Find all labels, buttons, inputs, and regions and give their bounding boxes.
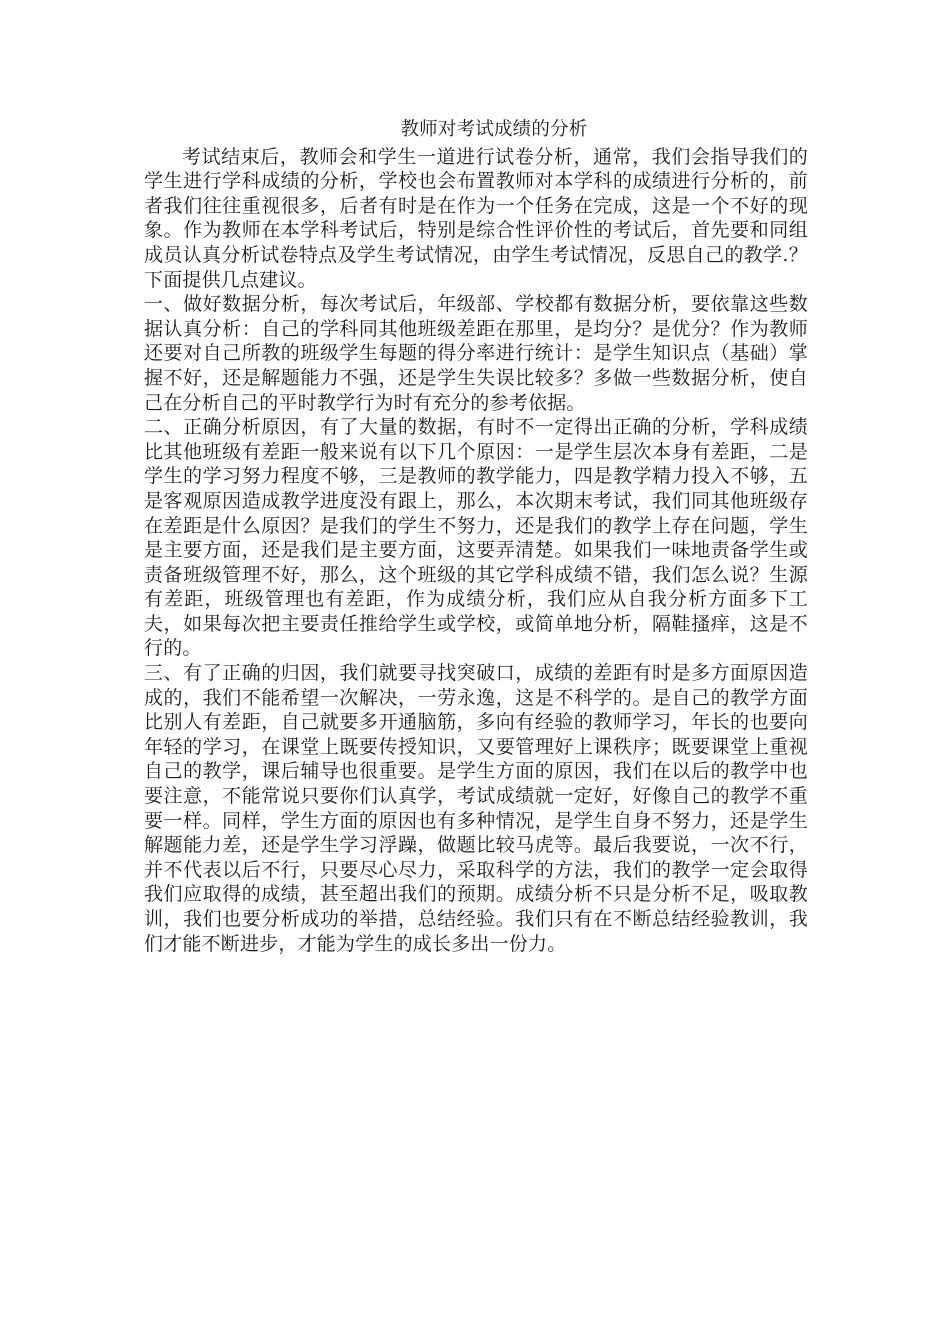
document-title: 教师对考试成绩的分析 (400, 119, 588, 140)
document-body (144, 118, 808, 956)
paragraph-point-two: 二、正确分析原因，有了大量的数据，有时不一定得出正确的分析，学科成绩比其他班级有差距一般来说有以下几个原因：一是学生层次本身有差距，二是学生的学习努力程度不够，三是教师的教学能力，四是教学精力投入不够，五是客观原因造成教学进度没有跟上，那么，本次期末考试，我们同其他班级存在差距是什么原因？是我们的学生不努力，还是我们的教学上存在问题，学生是主要方面，还是我们是主要方面，这要弄清楚。如果我们一味地责备学生或责备班级管理不好，那么，这个班级的其它学科成绩不错，我们怎么说？生源有差距，班级管理也有差距，作为成绩分析，我们应从自我分析方面多下工夫，如果每次把主要责任推给学生或学校，或简单地分析，隔鞋搔痒，这是不行的。 (144, 416, 808, 660)
paragraph-point-three: 三、有了正确的归因，我们就要寻找突破口，成绩的差距有时是多方面原因造成的，我们不能希望一次解决，一劳永逸，这是不科学的。是自己的教学方面比别人有差距，自己就要多开通脑筋，多向有经验的教师学习，年长的也要向年轻的学习，在课堂上既要传授知识，又要管理好上课秩序；既要课堂上重视自己的教学，课后辅导也很重要。是学生方面的原因，我们在以后的教学中也要注意，不能常说只要你们认真学，考试成绩就一定好，好像自己的教学不重要一样。同样，学生方面的原因也有多种情况，是学生自身不努力，还是学生解题能力差，还是学生学习浮躁，做题比较马虎等。最后我要说，一次不行，并不代表以后不行，只要尽心尽力，采取科学的方法，我们的教学一定会取得我们应取得的成绩，甚至超出我们的预期。成绩分析不只是分析不足，吸取教训，我们也要分析成功的举措，总结经验。我们只有在不断总结经验教训，我们才能不断进步，才能为学生的成长多出一份力。 (144, 662, 808, 955)
paragraph-intro: 考试结束后，教师会和学生一道进行试卷分析，通常，我们会指导我们的学生进行学科成绩的分析，学校也会布置教师对本学科的成绩进行分析的，前者我们往往重视很多，后者有时是在作为一个任务在完成，这是一个不好的现象。作为教师在本学科考试后，特别是综合性评价性的考试后，首先要和同组成员认真分析试卷特点及学生考试情况，由学生考试情况，反思自己的教学.？下面提供几点建议。 (144, 145, 808, 291)
paragraph-point-one: 一、做好数据分析，每次考试后，年级部、学校都有数据分析，要依靠这些数据认真分析：自己的学科同其他班级差距在那里，是均分？是优分？作为教师还要对自己所教的班级学生每题的得分率进行统计：是学生知识点（基础）掌握不好，还是解题能力不强，还是学生失误比较多？多做一些数据分析，使自己在分析自己的平时教学行为时有充分的参考依据。 (144, 293, 808, 414)
